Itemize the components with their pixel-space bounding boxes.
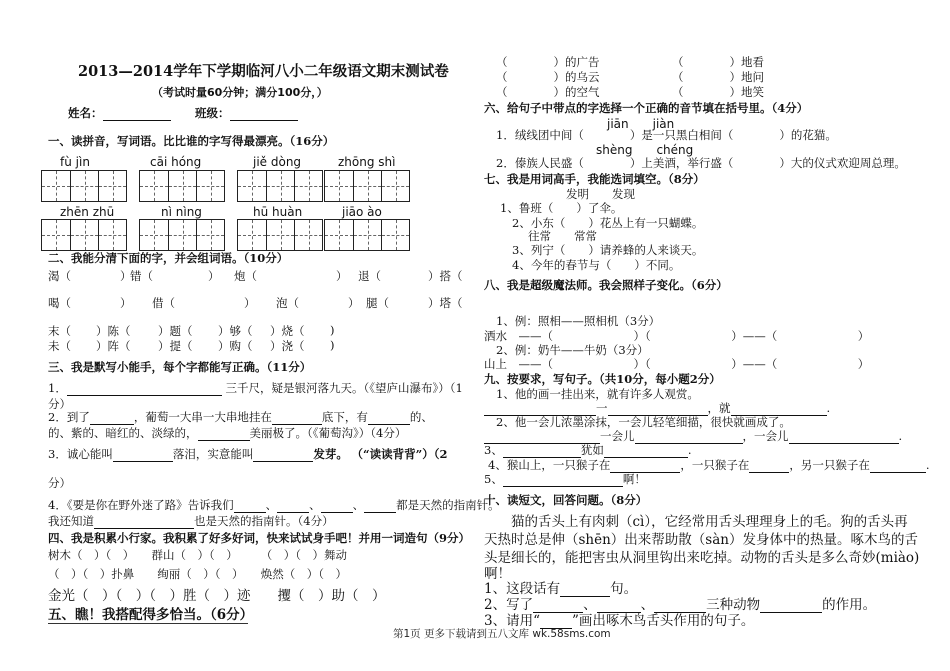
match-left-1: （ ）的广告 [496, 55, 600, 69]
answer-blank[interactable] [234, 500, 266, 513]
word-choices-1: 发明 发现 [566, 187, 635, 201]
idiom-row-1: 树木（ ）（ ） 群山（ ）（ ） （ ）（ ）舞动 [48, 548, 347, 562]
match-right-3: （ ）地笑 [672, 85, 764, 99]
text: 、 [583, 597, 597, 613]
char-pair: 泡（ [276, 296, 299, 310]
char-pair: 喝（ [48, 296, 71, 310]
text: ，葡萄一大串一大串地挂在 [133, 410, 272, 424]
answer-blank[interactable] [94, 516, 194, 529]
text: 也是天然的指南针。（4分） [194, 514, 334, 528]
fill-sentence-3: 3、列宁（ ）请养蜂的人来谈天。 [512, 243, 704, 257]
writing-grid-6[interactable] [139, 219, 225, 251]
text: 2．到了 [48, 410, 90, 424]
writing-grid-4[interactable] [324, 170, 410, 202]
rewrite-q3: 3、 犹如 . [484, 443, 692, 457]
section-10-heading: 十、读短文，回答问题。（8分） [484, 493, 648, 507]
char-pair: 炮（ [234, 269, 257, 283]
char-pair: ）塔（ [428, 296, 463, 310]
text: 2、写了 [484, 597, 534, 613]
recite-q3-score: 分） [48, 476, 71, 490]
section-8-heading: 八、我是超级魔法师。我会照样子变化。（6分） [484, 278, 728, 292]
text: 3．诚心能叫 [48, 447, 113, 461]
pinyin-4: zhōng shì [338, 155, 396, 169]
char-pair: ） [208, 269, 220, 283]
text: 、 [309, 498, 321, 512]
recite-q1-score: 分） [48, 397, 71, 411]
char-pair: ） [120, 269, 132, 283]
text: 4．《要是你在野外迷了路》告诉我们 [48, 498, 234, 512]
writing-grid-3[interactable] [237, 170, 323, 202]
char-pair: ） [348, 296, 360, 310]
section-3-heading: 三、我是默写小能手，每个字都能写正确。（11分） [48, 360, 312, 374]
page-footer: 第1页 更多下载请到五八文库 wk.58sms.com [393, 628, 611, 640]
text: 的、 [409, 410, 433, 424]
char-pair: ）提（ [158, 339, 193, 353]
text: 3、请用“ [484, 613, 540, 629]
writing-grid-7[interactable] [237, 219, 323, 251]
text: ”画出啄木鸟舌头作用的句子。 [572, 613, 755, 629]
section-7-heading: 七、我是用词高手，我能选词填空。（8分） [484, 172, 705, 186]
writing-grid-1[interactable] [41, 170, 127, 202]
text: 的作用。 [822, 597, 877, 613]
rewrite-q1-answer: 一 ，就 . [484, 400, 830, 416]
text: 美丽极了。（《葡萄沟》）（4分） [249, 426, 407, 440]
section-5-heading: 五、瞧！我搭配得多恰当。（6分） [48, 603, 248, 624]
pinyin-options-2: shèng chéng [596, 143, 694, 157]
name-blank[interactable] [103, 108, 171, 121]
rewrite-q1: 1、他的画一挂出来，就有许多人观赏。 [496, 387, 699, 401]
text: 落泪，实意能叫 [172, 447, 254, 461]
answer-blank[interactable] [368, 412, 410, 425]
section-2-heading: 二、我能分清下面的字，并会组词语。（10分） [48, 251, 289, 265]
text: ，一只猴子在 [680, 458, 750, 472]
text: 的、紫的、暗红的、淡绿的， [48, 426, 198, 440]
text: 犹如 [580, 443, 604, 457]
recite-q3 [48, 446, 447, 462]
recite-q2 [48, 409, 433, 425]
match-left-2: （ ）的乌云 [496, 70, 600, 84]
class-label: 班级： [195, 106, 230, 120]
pinyin-sentence-2: 2．傣族人民盛（ ）上美酒，举行盛（ ）大的仪式欢迎周总理。 [496, 156, 906, 170]
answer-blank[interactable] [321, 500, 353, 513]
char-pair: 退（ [358, 269, 381, 283]
char-pair: 错（ [130, 269, 153, 283]
fill-sentence-1: 1、鲁班（ ）了伞。 [500, 201, 623, 215]
pinyin-sentence-1: 1．绒线团中间（ ）是一只黑白相间（ ）的花猫。 [496, 128, 837, 142]
transform-example-1: 1、例：照相——照相机（3分） [496, 314, 661, 328]
name-field [68, 105, 171, 121]
recite-q2-cont [48, 425, 406, 441]
text: ，一会儿 [742, 429, 789, 443]
answer-blank[interactable] [870, 460, 926, 473]
text: 三种动物 [706, 597, 761, 613]
section-9-heading: 九、按要求，写句子。（共10分，每小题2分） [484, 372, 721, 386]
pinyin-1: fù jìn [60, 155, 90, 169]
text: 、 [352, 498, 365, 512]
char-pair: 未（ [48, 339, 71, 353]
reading-passage-line-4: 啊！ [484, 566, 511, 582]
text: ，另一只猴子在 [789, 458, 870, 472]
answer-blank[interactable] [789, 431, 899, 444]
char-pair: ）阵（ [96, 339, 131, 353]
char-pair: ）够（ [218, 324, 253, 338]
char-pair: ）购（ [218, 339, 253, 353]
char-pair: ）搭（ [428, 269, 463, 283]
recite-q4-cont [48, 513, 334, 529]
answer-blank[interactable] [364, 500, 396, 513]
section-6-heading: 六、给句子中带点的字选择一个正确的音节填在括号里。（4分） [484, 101, 809, 115]
rewrite-q4: 4、猴山上，一只猴子在 ，一只猴子在 ，另一只猴子在 . [488, 458, 930, 472]
text: 底下，有 [321, 410, 368, 424]
char-pair: ）烧（ [270, 324, 305, 338]
char-pair: 末（ [48, 324, 71, 338]
answer-blank[interactable] [67, 383, 222, 396]
text: 都是天然的指南针。 [396, 498, 500, 512]
idiom-row-3: 金光（ ）（ ）（ ）胜（ ）迹 攫（ ）助（ ） [48, 588, 386, 604]
recite-q1 [48, 380, 463, 396]
match-right-1: （ ）地看 [672, 55, 764, 69]
writing-grid-2[interactable] [139, 170, 225, 202]
char-pair: ) [330, 323, 335, 337]
class-blank[interactable] [230, 108, 298, 121]
pinyin-8: jiāo ào [342, 205, 382, 219]
transform-row-1: 洒水 ——（ ）（ ）——（ ） [484, 329, 870, 343]
match-left-3: （ ）的空气 [496, 85, 600, 99]
text: 一 [596, 401, 608, 415]
name-label: 姓名： [68, 106, 103, 120]
idiom-row-2: （ ）（ ）扑鼻 绚丽（ ）（ ） 焕然（ ）（ ） [48, 567, 347, 581]
reading-passage-line-1: 猫的舌头上有肉刺（cì），它经常用舌头理理身上的毛。狗的舌头再 [484, 514, 908, 530]
answer-blank[interactable] [277, 500, 309, 513]
page-title: 2013—2014学年下学期临河八小二年级语文期末测试卷 [78, 63, 449, 80]
char-pair: 借（ [152, 296, 175, 310]
answer-blank[interactable] [90, 412, 134, 425]
text: 句。 [610, 581, 638, 597]
answer-blank[interactable] [253, 449, 313, 462]
section-1-heading: 一、读拼音，写词语。比比谁的字写得最漂亮。（16分） [48, 134, 335, 148]
pinyin-6: nì nìng [161, 205, 202, 219]
match-right-2: （ ）地问 [672, 70, 764, 84]
text: （“读读背背”）（2 [351, 447, 448, 461]
text: 、 [265, 498, 278, 512]
char-pair: 渴（ [48, 269, 71, 283]
answer-blank[interactable] [503, 474, 623, 487]
reading-passage-line-3: 头是细长的，能把害虫从洞里钩出来吃掉。动物的舌头是多么奇妙(miào) [484, 550, 920, 566]
pinyin-3: jiě dòng [253, 155, 302, 169]
text: 我还知道 [48, 514, 94, 528]
pinyin-5: zhēn zhū [60, 205, 115, 219]
q-number: 1． [48, 381, 67, 395]
rewrite-q2-answer: 一会儿 ，一会儿 . [484, 428, 902, 444]
section-4-heading: 四、我是积累小行家。我积累了好多好词，快来试试身手吧！并用一词造句（9分） [48, 531, 470, 545]
word-choices-2: 往常 常常 [528, 229, 597, 243]
recite-q4 [48, 497, 500, 513]
text: 啊！ [622, 472, 646, 486]
char-pair: ）题（ [158, 324, 193, 338]
rewrite-q2: 2、他一会儿浓墨涂抹，一会儿轻笔细描，很快就画成了。 [496, 415, 791, 429]
recite-q1-text: 三千尺，疑是银河落九天。（《望庐山瀑布》）（1 [225, 381, 463, 395]
transform-example-2: 2、例：奶牛——牛奶（3分） [496, 343, 649, 357]
text: 1、这段话有 [484, 581, 561, 597]
answer-blank[interactable] [198, 428, 250, 441]
text: 、 [640, 597, 655, 613]
answer-blank[interactable] [113, 449, 173, 462]
rewrite-q5: 5、 啊！ [484, 472, 646, 486]
text: 一会儿 [600, 429, 635, 443]
char-pair: ）陈（ [96, 324, 131, 338]
char-pair: ） [336, 269, 348, 283]
char-pair: 腿（ [366, 296, 389, 310]
char-pair: ） [244, 296, 256, 310]
pinyin-7: hū huàn [253, 205, 303, 219]
pinyin-2: cāi hóng [150, 155, 202, 169]
class-field [195, 105, 298, 121]
answer-blank[interactable] [272, 412, 322, 425]
writing-grid-8[interactable] [324, 219, 410, 251]
char-pair: ) [330, 338, 335, 352]
char-pair: ） [120, 296, 132, 310]
text: 4、猴山上，一只猴子在 [488, 458, 611, 472]
transform-row-2: 山上 ——（ ）（ ）——（ ） [484, 357, 870, 371]
char-pair: ）浇（ [270, 339, 305, 353]
text: ，就 [707, 401, 731, 415]
fill-sentence-4: 4、今年的春节与（ ）不同。 [512, 258, 681, 272]
text: 发芽。 [313, 447, 348, 461]
pinyin-options-1: jiān jiàn [607, 117, 675, 131]
answer-blank[interactable] [749, 460, 789, 473]
reading-passage-line-2: 天热时总是伸（shēn）出来帮助散（sàn）发身体中的热量。啄木鸟的舌 [484, 532, 918, 548]
writing-grid-5[interactable] [41, 219, 127, 251]
exam-info: （考试时量60分钟；满分100分，） [152, 86, 328, 99]
answer-blank[interactable] [760, 600, 822, 613]
fill-sentence-2: 2、小东（ ）花丛上有一只蝴蝶。 [512, 216, 704, 230]
